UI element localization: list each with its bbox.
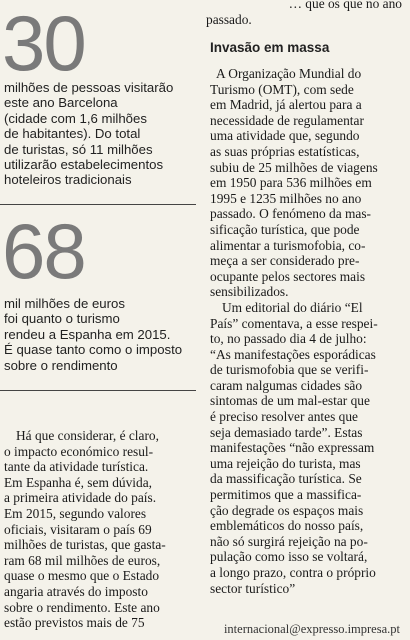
text-line: Há que considerar, é claro, xyxy=(16,428,159,443)
text-line: não só surgirá rejeição na po- xyxy=(210,533,368,549)
divider xyxy=(0,204,196,205)
text-line: a primeira atividade do país. xyxy=(4,490,157,506)
text-line: “As manifestações esporádicas xyxy=(210,346,376,362)
text-line: meça a ser considerado pre- xyxy=(210,253,360,269)
text-line: caram nalgumas cidades são xyxy=(210,377,363,393)
stat-caption-line: (cidade com 1,6 milhões xyxy=(4,110,147,126)
stat-caption-line: de turistas, só 11 milhões xyxy=(4,141,153,157)
stat-caption-line: hoteleiros tradicionais xyxy=(4,172,132,188)
stat-caption-line: sobre o rendimento xyxy=(4,357,118,373)
stat-caption-line: foi quanto o turismo xyxy=(4,311,120,327)
text-line: estão previstos mais de 75 xyxy=(4,615,145,631)
text-line: Um editorial do diário “El xyxy=(222,299,363,315)
text-line: permitimos que a massifica- xyxy=(210,487,362,503)
text-line: de turismofobia que se verifi- xyxy=(210,362,369,378)
text-line: subiu de 25 milhões de viagens xyxy=(210,159,378,175)
text-line: sensibilizados. xyxy=(210,284,289,300)
right-body-text xyxy=(210,66,402,596)
stat-caption-line: É quase tanto como o imposto xyxy=(4,342,183,358)
text-line: da massificação turística. Se xyxy=(210,471,362,487)
stat-caption-30 xyxy=(4,80,194,188)
text-line: uma rejeição do turista, mas xyxy=(210,455,361,471)
left-column xyxy=(0,0,196,640)
text-line: milhões de turistas, que gasta- xyxy=(4,537,166,553)
text-line: 1995 e 1235 milhões no ano xyxy=(210,190,362,206)
section-subhead: Invasão em massa xyxy=(210,40,330,55)
text-line: as suas próprias estatísticas, xyxy=(210,143,360,159)
text-line: to, no passado dia 4 de julho: xyxy=(210,331,367,347)
text-line: seja demasiado tarde”. Estas xyxy=(210,424,363,440)
text-line: passado. O fenómeno da mas- xyxy=(210,206,372,222)
stat-number-68: 68 xyxy=(2,207,85,295)
text-line: passado. xyxy=(206,11,252,27)
text-line: tante da atividade turística. xyxy=(4,459,149,475)
stat-number-30: 30 xyxy=(2,0,85,87)
text-line: Em Espanha é, sem dúvida, xyxy=(4,474,153,490)
text-line: uma atividade que, segundo xyxy=(210,128,360,144)
text-line: o impacto económico resul- xyxy=(4,443,154,459)
text-line: alimentar a turismofobia, co- xyxy=(210,237,366,253)
text-line: pulação como isso se voltará, xyxy=(210,549,368,565)
text-line: ocupante pelos sectores mais xyxy=(210,268,366,284)
text-line: manifestações “não expressam xyxy=(210,440,375,456)
stat-caption-68 xyxy=(4,296,194,373)
text-line: A Organização Mundial do xyxy=(216,66,362,81)
stat-caption-line: este ano Barcelona xyxy=(4,95,118,111)
stat-caption-line: utilizarão estabelecimentos xyxy=(4,157,164,173)
text-line: Turismo (OMT), com sede xyxy=(210,81,354,97)
text-line: é preciso resolver antes que xyxy=(210,409,358,425)
left-body-text xyxy=(4,428,194,631)
text-line: ção degrade os espaços mais xyxy=(210,502,364,518)
text-line: sector turístico” xyxy=(210,580,296,596)
text-line: sintomas de um mal-estar que xyxy=(210,393,370,409)
text-line: sobre o rendimento. Este ano xyxy=(4,599,160,615)
partial-text-top xyxy=(206,0,402,27)
text-line: … que os que no ano xyxy=(288,0,402,11)
footer-email[interactable]: internacional@expresso.impresa.pt xyxy=(223,622,400,636)
stat-caption-line: de habitantes). Do total xyxy=(4,126,141,142)
text-line: País” comentava, a esse respei- xyxy=(210,315,378,331)
stat-caption-line: milhões de pessoas visitarão xyxy=(4,80,174,95)
text-line: a longo prazo, contra o próprio xyxy=(210,565,376,580)
text-line: necessidade de regulamentar xyxy=(210,112,364,128)
right-column xyxy=(206,0,404,640)
divider xyxy=(0,390,196,391)
stat-caption-line: rendeu a Espanha em 2015. xyxy=(4,326,171,342)
text-line: angaria através do imposto xyxy=(4,583,148,599)
stat-caption-line: mil milhões de euros xyxy=(4,296,125,311)
text-line: Em 2015, segundo valores xyxy=(4,505,147,521)
text-line: ram 68 mil milhões de euros, xyxy=(4,552,161,568)
text-line: em 1950 para 536 milhões em xyxy=(210,175,372,191)
text-line: oficiais, visitaram o país 69 xyxy=(4,521,152,537)
text-line: emblemáticos do nosso país, xyxy=(210,518,364,534)
text-line: sificação turística, que pode xyxy=(210,221,360,237)
text-line: em Madrid, já alertou para a xyxy=(210,97,362,113)
text-line: quase o mesmo que o Estado xyxy=(4,568,160,584)
